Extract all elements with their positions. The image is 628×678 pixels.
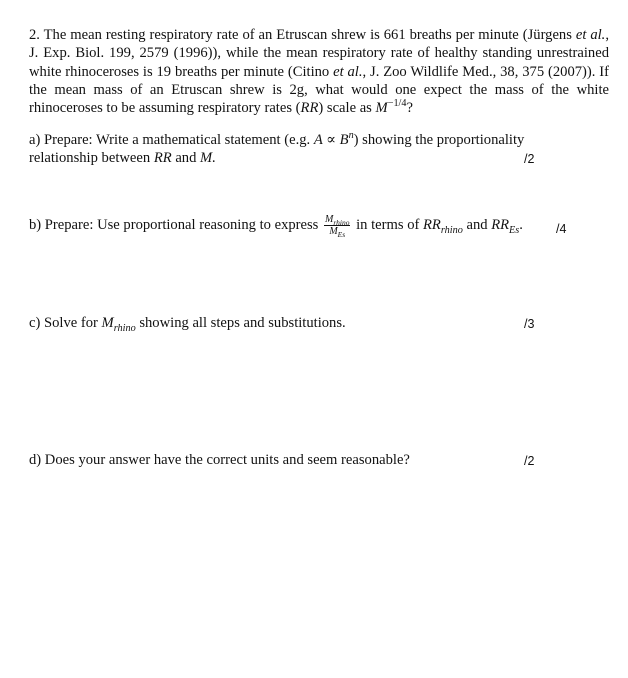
part-c-m-sub: rhino	[113, 322, 136, 334]
intro-end: ?	[406, 100, 413, 117]
part-a-line-2	[29, 149, 589, 167]
part-b-points: /4	[556, 222, 567, 236]
part-a	[29, 131, 589, 167]
part-c	[29, 314, 346, 332]
intro-text-1: The mean resting respiratory rate of an Etruscan shrew is 661 breaths per minute (Jürgens	[43, 27, 576, 43]
part-d: d) Does your answer have the correct units and seem reasonable?	[29, 452, 410, 468]
part-b-rr-es: RR	[491, 216, 510, 233]
intro-m: M	[375, 100, 388, 117]
intro-text-3: , J. Zoo Wildlife Med., 38, 375 (2007)). If the mean mass of an Etruscan shrew is 2g, what would one expect the mass of the white rhinoceroses to be assuming respiratory rates (	[29, 63, 610, 117]
intro-text-2: , J. Exp. Biol. 199, 2579 (1996)), while the mean respiratory rate of healthy standing unrestrained white rhinoceroses is 19 breaths per minute (Citino	[29, 27, 609, 80]
part-b-and: and	[462, 216, 492, 233]
part-a-text-3: relationship between	[29, 150, 154, 166]
part-a-example-exponent: n	[348, 130, 354, 142]
part-b-rr-es-sub: Es	[509, 224, 520, 236]
part-b-text-2: in terms of	[352, 216, 424, 233]
part-a-line-1	[29, 131, 589, 149]
intro-et-al-2: et al.	[333, 63, 363, 80]
part-b-fraction-numerator	[324, 214, 350, 226]
question-number: 2.	[29, 27, 40, 43]
intro-text-4: ) scale as	[318, 100, 376, 117]
part-b-period: .	[519, 216, 523, 233]
part-b-rr-rhino: RR	[423, 216, 441, 233]
question-intro	[29, 26, 609, 117]
part-c-text-2: showing all steps and substitutions.	[135, 315, 346, 331]
part-b-den-sub: Es	[337, 230, 346, 239]
part-a-m: M.	[200, 150, 216, 166]
part-d-points: /2	[524, 454, 535, 468]
part-a-points: /2	[524, 152, 535, 166]
intro-exponent: −1/4	[387, 98, 407, 110]
intro-et-al-1: et al.	[575, 27, 606, 43]
part-b-num-sub: rhino	[333, 218, 350, 227]
part-b-fraction-denominator	[324, 226, 350, 237]
part-a-and: and	[171, 150, 201, 166]
part-c-m: M	[101, 315, 114, 331]
part-b-den-m: M	[329, 226, 338, 237]
part-b-rr-rhino-sub: rhino	[440, 224, 463, 236]
part-c-points: /3	[524, 317, 535, 331]
part-b-num-m: M	[325, 214, 334, 225]
part-a-text-2: ) showing the proportionality	[353, 132, 525, 148]
part-a-text-1: a) Prepare: Write a mathematical statement (e.g.	[29, 132, 314, 148]
part-c-text-1: c) Solve for	[29, 315, 102, 331]
part-a-rr: RR	[153, 150, 172, 166]
part-a-example: A ∝ B	[313, 132, 349, 148]
part-b	[29, 214, 569, 237]
intro-rr: RR	[300, 100, 319, 117]
part-b-text-1: b) Prepare: Use proportional reasoning to express	[29, 216, 323, 233]
part-b-fraction	[324, 214, 350, 237]
